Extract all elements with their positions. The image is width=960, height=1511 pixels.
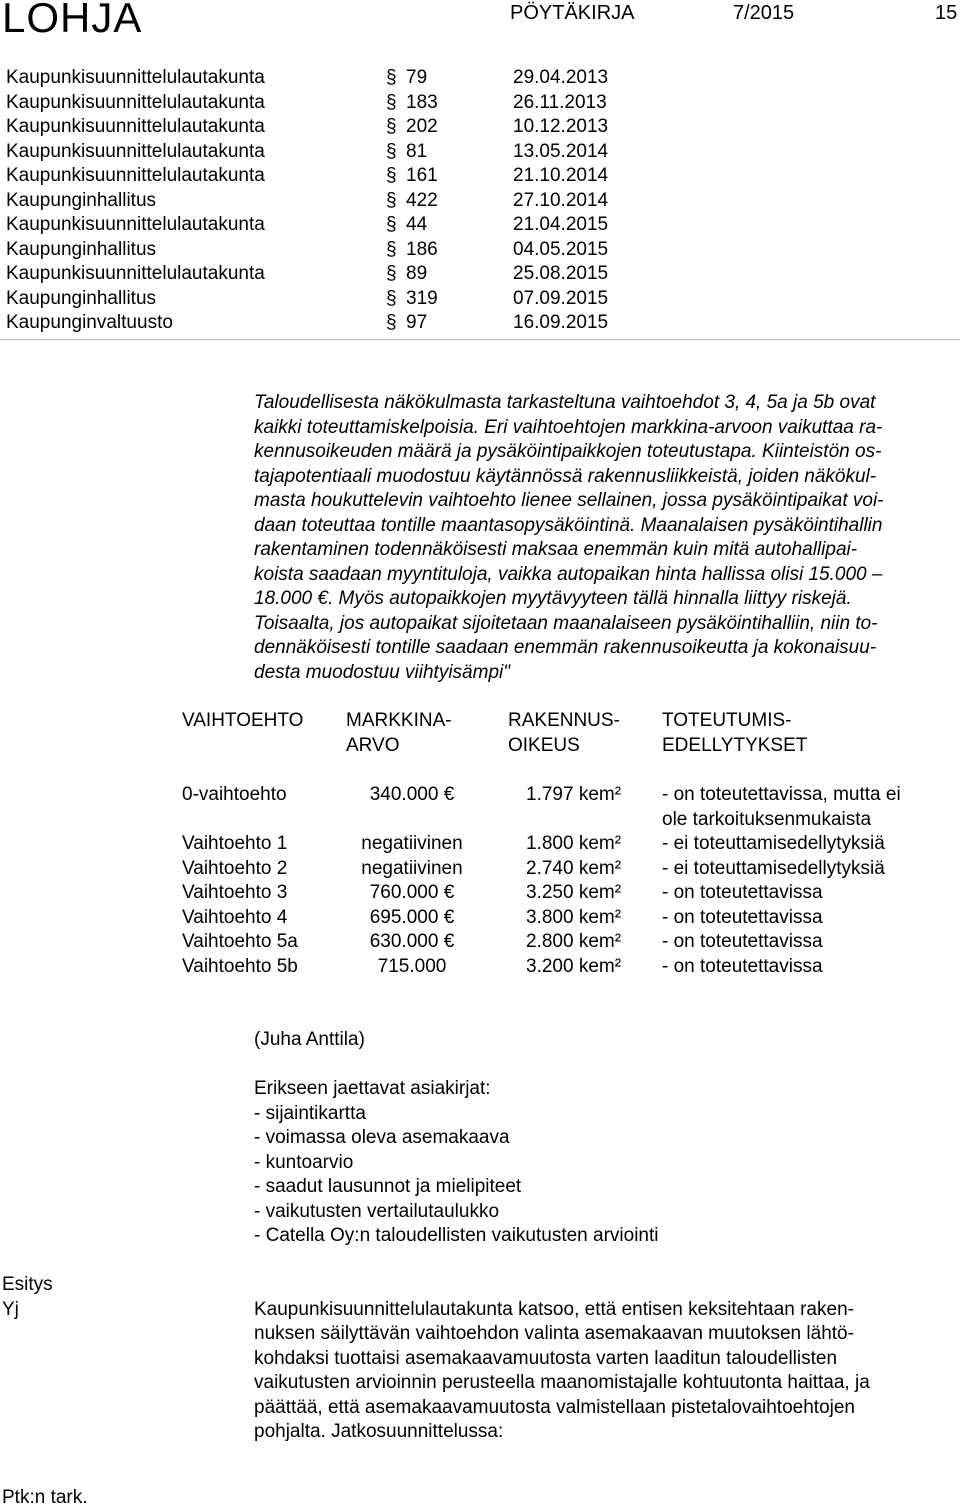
building-right: 2.740 kem² — [526, 857, 622, 879]
quote-line: kennusoikeuden määrä ja pysäköintipaikkojen toteutustapa. Kiinteistön os- — [254, 441, 882, 462]
attachment-item: - saadut lausunnot ja mielipiteet — [254, 1176, 522, 1197]
section-sign: § — [386, 140, 397, 162]
history-date: 10.12.2013 — [513, 116, 609, 137]
history-body: Kaupunkisuunnittelulautakunta — [6, 214, 265, 235]
section-sign: § — [386, 91, 397, 113]
proposal-line: vaikutusten arvioinnin perusteella maanomistajalle kohtuutonta haittaa, ja — [254, 1372, 870, 1393]
table-header: ARVO — [346, 734, 400, 756]
history-body: Kaupunkisuunnittelulautakunta — [6, 116, 265, 137]
option-name: Vaihtoehto 2 — [182, 857, 288, 879]
history-body: Kaupunkisuunnittelulautakunta — [6, 91, 265, 113]
history-number: 422 — [406, 189, 438, 211]
section-sign: § — [386, 67, 397, 88]
history-number: 97 — [406, 312, 428, 333]
table-header: EDELLYTYKSET — [662, 734, 808, 756]
feasibility: - on toteutettavissa, mutta ei — [662, 784, 901, 805]
history-date: 26.11.2013 — [513, 91, 607, 113]
history-date: 16.09.2015 — [513, 312, 609, 333]
history-body: Kaupunginhallitus — [6, 189, 157, 211]
feasibility: - on toteutettavissa — [662, 931, 823, 952]
table-header: OIKEUS — [508, 734, 580, 756]
logo: LOHJA — [2, 0, 143, 41]
section-sign: § — [386, 116, 397, 137]
market-value: 630.000 € — [369, 931, 455, 952]
section-sign: § — [386, 312, 397, 333]
quote-line: Taloudellisesta näkökulmasta tarkasteltuna vaihtoehdot 3, 4, 5a ja 5b ovat — [254, 392, 876, 413]
history-date: 27.10.2014 — [513, 189, 609, 211]
section-sign: § — [386, 238, 397, 260]
quote-line: daan toteuttaa tontille maantasopysäköintinä. Maanalaisen pysäköintihallin — [254, 514, 883, 536]
history-date: 07.09.2015 — [513, 287, 609, 309]
history-number: 186 — [406, 238, 438, 260]
history-row — [6, 287, 608, 312]
building-right: 3.800 kem² — [526, 906, 622, 928]
history-number: 81 — [406, 140, 428, 162]
history-row — [6, 311, 608, 336]
section-sign: § — [386, 263, 397, 284]
attachment-item: - voimassa oleva asemakaava — [254, 1127, 510, 1148]
history-body: Kaupunginhallitus — [6, 287, 157, 309]
attachment-item: - vaikutusten vertailutaulukko — [254, 1200, 500, 1222]
market-value: 695.000 € — [369, 906, 455, 928]
market-value: 760.000 € — [369, 882, 455, 903]
author-note: (Juha Anttila) — [254, 1029, 365, 1050]
feasibility: - ei toteuttamisedellytyksiä — [662, 833, 885, 854]
history-body: Kaupunginhallitus — [6, 238, 157, 260]
proposal-text — [254, 1298, 870, 1445]
quote-line: dennäköisesti tontille saadaan enemmän rakennusoikeutta ja kokonaisuu- — [254, 637, 877, 658]
quote-line: Toisaalta, jos autopaikat sijoitetaan maanalaiseen pysäköintihalliin, niin to- — [254, 612, 878, 634]
option-name: 0-vaihtoehto — [182, 784, 287, 805]
feasibility: - on toteutettavissa — [662, 882, 823, 903]
history-number: 161 — [406, 165, 438, 186]
attachment-item: - Catella Oy:n taloudellisten vaikutusten arviointi — [254, 1225, 659, 1246]
quote-line: 18.000 €. Myös autopaikkojen myytävyyteen tällä hinnalla liittyy riskejä. — [254, 588, 852, 609]
attachments-title: Erikseen jaettavat asiakirjat: — [254, 1078, 491, 1099]
building-right: 3.200 kem² — [526, 955, 622, 977]
quote-line: tajapotentiaali muodostuu käytännössä rakennusliikkeistä, joiden näkökul- — [254, 465, 877, 487]
option-name: Vaihtoehto 5a — [182, 931, 298, 952]
feasibility: - on toteutettavissa — [662, 955, 823, 977]
table-header: MARKKINA- — [346, 710, 452, 731]
option-name: Vaihtoehto 4 — [182, 906, 288, 928]
attachment-item: - sijaintikartta — [254, 1102, 366, 1124]
history-body: Kaupunkisuunnittelulautakunta — [6, 140, 265, 162]
history-row — [6, 189, 608, 214]
proposal-line: pohjalta. Jatkosuunnittelussa: — [254, 1421, 504, 1442]
market-value: negatiivinen — [361, 833, 463, 854]
proposal-line: päättää, että asemakaavamuutosta valmistellaan pistetalovaihtoehtojen — [254, 1396, 855, 1418]
proposal-presenter: Yj — [2, 1298, 19, 1320]
history-row — [6, 115, 608, 140]
footer-note: Ptk:n tark. — [2, 1487, 88, 1508]
history-number: 319 — [406, 287, 438, 309]
section-divider — [0, 339, 960, 340]
section-sign: § — [386, 189, 397, 211]
history-body: Kaupunkisuunnittelulautakunta — [6, 67, 265, 88]
option-name: Vaihtoehto 5b — [182, 955, 298, 977]
history-number: 202 — [406, 116, 438, 137]
proposal-line: kohdaksi tuottaisi asemakaavamuutosta varten laaditun taloudellisten — [254, 1347, 838, 1369]
history-number: 89 — [406, 263, 428, 284]
quote-line: masta houkuttelevin vaihtoehto lienee sellainen, jossa pysäköintipaikat voi- — [254, 490, 884, 511]
feasibility-continued: ole tarkoituksenmukaista — [662, 808, 872, 830]
option-name: Vaihtoehto 1 — [182, 833, 288, 854]
history-date: 13.05.2014 — [513, 140, 609, 162]
history-body: Kaupunginvaltuusto — [6, 312, 173, 333]
history-row — [6, 164, 608, 189]
attachment-item: - kuntoarvio — [254, 1151, 354, 1173]
page-number: 15 — [935, 2, 958, 24]
history-date: 29.04.2013 — [513, 67, 609, 88]
history-row — [6, 213, 608, 238]
table-header: VAIHTOEHTO — [182, 710, 304, 731]
market-value: negatiivinen — [361, 857, 463, 879]
doc-number: 7/2015 — [733, 2, 795, 24]
history-date: 21.04.2015 — [513, 214, 609, 235]
history-row — [6, 66, 608, 91]
quote-paragraph — [254, 391, 884, 685]
history-row — [6, 91, 607, 116]
quote-line: rakentaminen todennäköisesti maksaa enemmän kuin mitä autohallipai- — [254, 539, 858, 560]
proposal-line: nuksen säilyttävän vaihtoehdon valinta asemakaavan muutoksen lähtö- — [254, 1323, 854, 1344]
building-right: 2.800 kem² — [526, 931, 622, 952]
market-value: 340.000 € — [369, 784, 455, 805]
quote-line: koista saadaan myyntituloja, vaikka autopaikan hinta hallissa olisi 15.000 – — [254, 563, 883, 585]
section-sign: § — [386, 287, 397, 309]
building-right: 1.800 kem² — [526, 833, 622, 854]
quote-line: kaikki toteuttamiskelpoisia. Eri vaihtoehtojen markkina-arvoon vaikuttaa ra- — [254, 416, 883, 438]
history-row — [6, 262, 608, 287]
option-name: Vaihtoehto 3 — [182, 882, 288, 903]
section-sign: § — [386, 214, 397, 235]
quote-line: desta muodostuu viihtyisämpi" — [254, 661, 510, 683]
table-header: TOTEUTUMIS- — [662, 710, 792, 731]
section-sign: § — [386, 165, 397, 186]
market-value: 715.000 — [377, 955, 447, 977]
feasibility: - on toteutettavissa — [662, 906, 823, 928]
history-number: 44 — [406, 214, 428, 235]
history-date: 25.08.2015 — [513, 263, 609, 284]
history-body: Kaupunkisuunnittelulautakunta — [6, 263, 265, 284]
doc-type: PÖYTÄKIRJA — [510, 2, 635, 24]
feasibility: - ei toteuttamisedellytyksiä — [662, 857, 885, 879]
history-number: 79 — [406, 67, 428, 88]
proposal-label: Esitys — [2, 1274, 53, 1295]
history-date: 21.10.2014 — [513, 165, 609, 186]
proposal-line: Kaupunkisuunnittelulautakunta katsoo, että entisen keksitehtaan raken- — [254, 1298, 854, 1320]
building-right: 1.797 kem² — [526, 784, 622, 805]
building-right: 3.250 kem² — [526, 882, 622, 903]
history-body: Kaupunkisuunnittelulautakunta — [6, 165, 265, 186]
history-date: 04.05.2015 — [513, 238, 609, 260]
history-number: 183 — [406, 91, 438, 113]
table-header: RAKENNUS- — [508, 710, 620, 731]
history-row — [6, 238, 608, 263]
history-row — [6, 140, 608, 165]
